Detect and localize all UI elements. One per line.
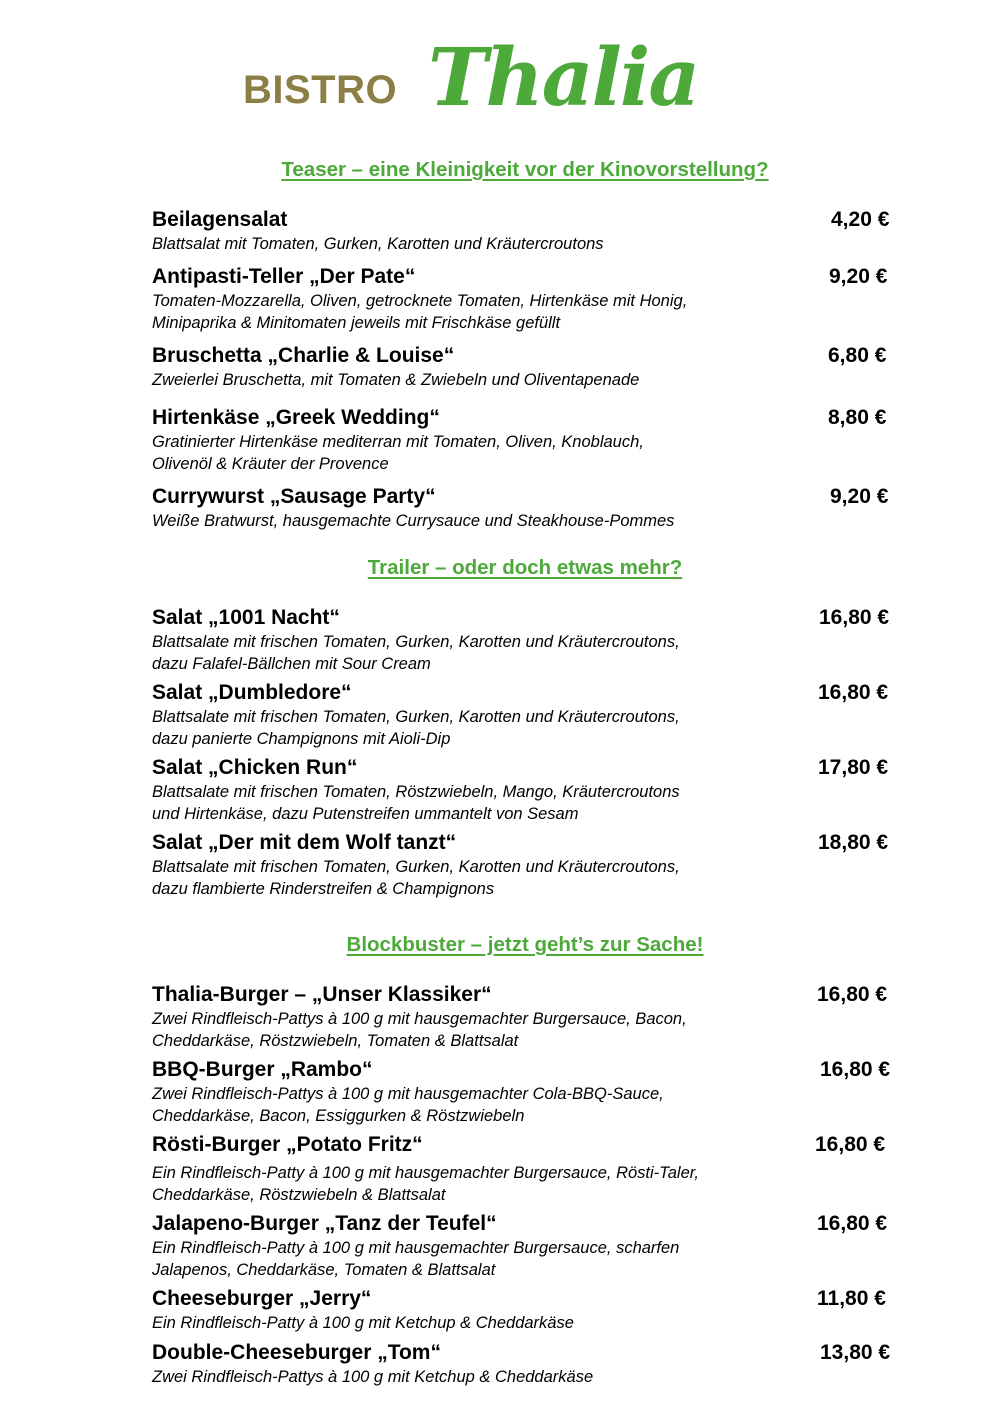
item-name: Hirtenkäse „Greek Wedding“ — [152, 406, 440, 429]
item-name: Rösti-Burger „Potato Fritz“ — [152, 1133, 423, 1156]
section-title-teaser: Teaser – eine Kleinigkeit vor der Kinovorstellung? — [281, 158, 769, 181]
item-price: 11,80 € — [817, 1287, 886, 1310]
item-description: Blattsalate mit frischen Tomaten, Gurken, Karotten und Kräutercroutons, dazu panierte Champignons mit Aioli-Dip — [152, 708, 680, 748]
item-description: Zweierlei Bruschetta, mit Tomaten & Zwiebeln und Oliventapenade — [152, 371, 640, 389]
menu-item — [152, 1058, 912, 1127]
item-price: 9,20 € — [829, 265, 888, 288]
item-name: Salat „Dumbledore“ — [152, 681, 352, 704]
menu-item — [152, 1133, 912, 1206]
menu-item — [152, 485, 912, 532]
item-description: Ein Rindfleisch-Patty à 100 g mit hausgemachter Burgersauce, Rösti-Taler, Cheddarkäse, Röstzwiebeln & Blattsalat — [152, 1164, 699, 1204]
item-description: Blattsalat mit Tomaten, Gurken, Karotten und Kräutercroutons — [152, 235, 604, 253]
item-description: Weiße Bratwurst, hausgemachte Currysauce und Steakhouse-Pommes — [152, 512, 675, 530]
item-price: 13,80 € — [820, 1341, 891, 1364]
menu-item — [152, 1341, 912, 1388]
item-name: BBQ-Burger „Rambo“ — [152, 1058, 373, 1081]
item-description: Blattsalate mit frischen Tomaten, Gurken, Karotten und Kräutercroutons, dazu flambierte Rinderstreifen & Champignons — [152, 858, 680, 898]
item-name: Beilagensalat — [152, 208, 288, 231]
item-price: 4,20 € — [831, 208, 890, 231]
item-description: Blattsalate mit frischen Tomaten, Gurken, Karotten und Kräutercroutons, dazu Falafel-Bällchen mit Sour Cream — [152, 633, 680, 673]
item-price: 9,20 € — [830, 485, 889, 508]
menu-item — [152, 983, 912, 1052]
menu-item — [152, 265, 912, 334]
menu-item — [152, 344, 912, 391]
item-description: Ein Rindfleisch-Patty à 100 g mit hausgemachter Burgersauce, scharfen Jalapenos, Cheddarkäse, Tomaten & Blattsalat — [152, 1239, 680, 1279]
menu-item — [152, 208, 912, 255]
item-description: Zwei Rindfleisch-Pattys à 100 g mit Ketchup & Cheddarkäse — [152, 1368, 594, 1386]
section-title-trailer: Trailer – oder doch etwas mehr? — [367, 556, 683, 579]
item-name: Jalapeno-Burger „Tanz der Teufel“ — [152, 1212, 497, 1235]
item-name: Double-Cheeseburger „Tom“ — [152, 1341, 441, 1364]
item-name: Salat „Der mit dem Wolf tanzt“ — [152, 831, 457, 854]
item-price: 18,80 € — [818, 831, 889, 854]
item-price: 6,80 € — [828, 344, 887, 367]
item-price: 8,80 € — [828, 406, 887, 429]
item-description: Gratinierter Hirtenkäse mediterran mit Tomaten, Oliven, Knoblauch, Olivenöl & Kräuter der Provence — [152, 433, 644, 473]
menu-item — [152, 756, 912, 825]
menu-item — [152, 831, 912, 900]
item-name: Cheeseburger „Jerry“ — [152, 1287, 372, 1310]
item-description: Zwei Rindfleisch-Pattys à 100 g mit hausgemachter Cola-BBQ-Sauce, Cheddarkäse, Bacon, Essiggurken & Röstzwiebeln — [152, 1085, 664, 1125]
item-price: 16,80 € — [817, 1212, 888, 1235]
item-price: 16,80 € — [818, 681, 889, 704]
menu-item — [152, 406, 912, 475]
item-description: Ein Rindfleisch-Patty à 100 g mit Ketchup & Cheddarkäse — [152, 1314, 574, 1332]
logo-bistro-text: BISTRO — [243, 68, 398, 112]
menu-item — [152, 606, 912, 675]
menu-item — [152, 681, 912, 750]
item-name: Antipasti-Teller „Der Pate“ — [152, 265, 416, 288]
item-price: 16,80 € — [819, 606, 890, 629]
item-name: Currywurst „Sausage Party“ — [152, 485, 436, 508]
item-description: Zwei Rindfleisch-Pattys à 100 g mit hausgemachter Burgersauce, Bacon, Cheddarkäse, Röstzwiebeln, Tomaten & Blattsalat — [152, 1010, 687, 1050]
menu-item — [152, 1287, 912, 1334]
item-price: 16,80 € — [817, 983, 888, 1006]
item-price: 16,80 € — [815, 1133, 886, 1156]
logo-thalia-wordmark: Thalia — [428, 30, 699, 124]
item-price: 17,80 € — [818, 756, 889, 779]
item-name: Bruschetta „Charlie & Louise“ — [152, 344, 455, 367]
menu-item — [152, 1212, 912, 1281]
item-description: Blattsalate mit frischen Tomaten, Röstzwiebeln, Mango, Kräutercroutons und Hirtenkäse, dazu Putenstreifen ummantelt von Sesam — [152, 783, 680, 823]
item-name: Salat „Chicken Run“ — [152, 756, 358, 779]
item-name: Salat „1001 Nacht“ — [152, 606, 340, 629]
logo — [0, 30, 1000, 130]
item-name: Thalia-Burger – „Unser Klassiker“ — [152, 983, 492, 1006]
item-price: 16,80 € — [820, 1058, 891, 1081]
section-title-blockbuster: Blockbuster – jetzt geht’s zur Sache! — [346, 933, 704, 956]
item-description: Tomaten-Mozzarella, Oliven, getrocknete Tomaten, Hirtenkäse mit Honig, Minipaprika & Minitomaten jeweils mit Frischkäse gefüllt — [152, 292, 688, 332]
